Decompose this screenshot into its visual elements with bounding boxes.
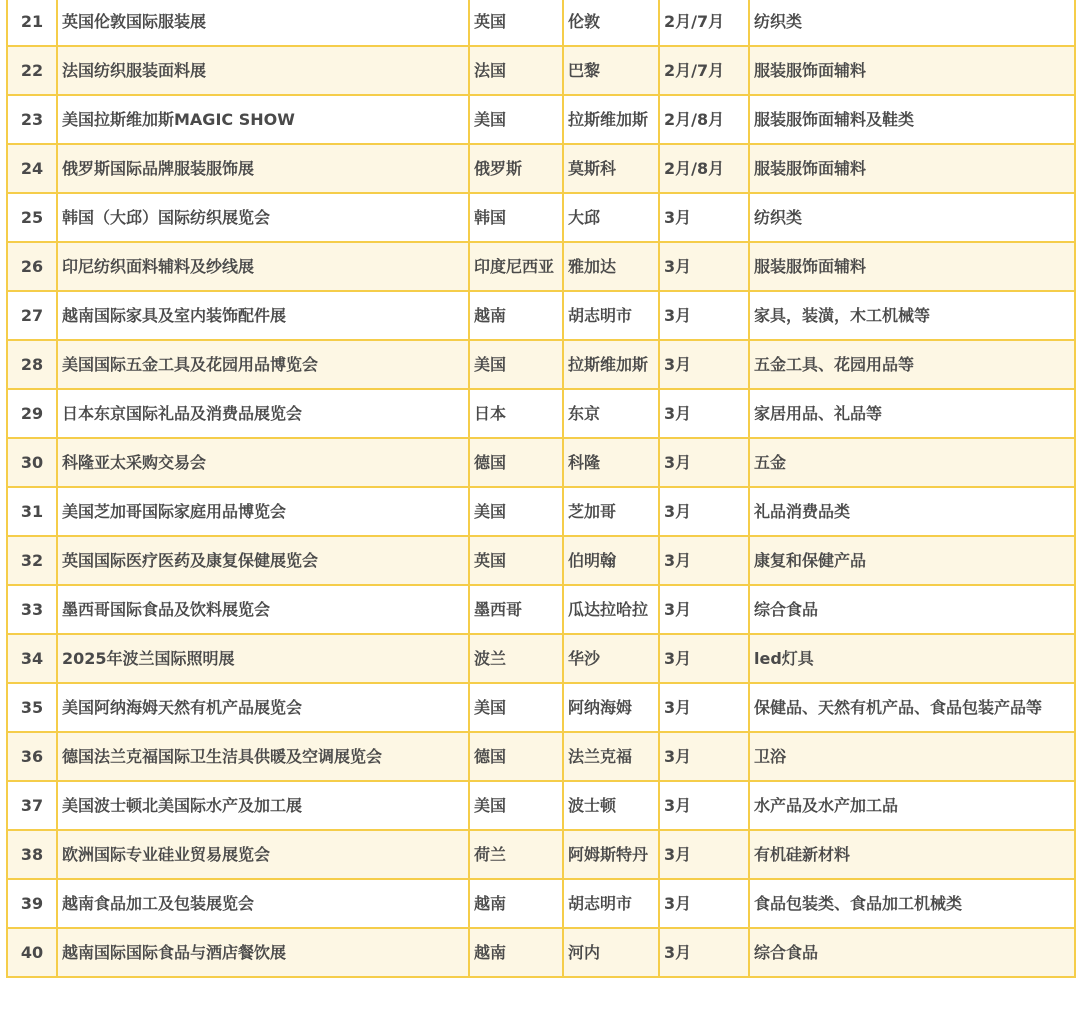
exhibition-name-cell: 美国芝加哥国际家庭用品博览会 xyxy=(57,487,469,536)
exhibition-name-cell: 德国法兰克福国际卫生洁具供暖及空调展览会 xyxy=(57,732,469,781)
exhibition-name-cell: 欧洲国际专业硅业贸易展览会 xyxy=(57,830,469,879)
date-cell: 2月/8月 xyxy=(659,95,749,144)
date-cell: 3月 xyxy=(659,781,749,830)
category-cell: 有机硅新材料 xyxy=(749,830,1075,879)
table-row xyxy=(7,928,1075,977)
row-number-cell: 27 xyxy=(7,291,57,340)
city-cell: 伦敦 xyxy=(563,0,659,46)
row-number-cell: 34 xyxy=(7,634,57,683)
category-cell: 食品包装类、食品加工机械类 xyxy=(749,879,1075,928)
category-cell: 水产品及水产加工品 xyxy=(749,781,1075,830)
category-cell: 卫浴 xyxy=(749,732,1075,781)
exhibition-name-cell: 英国伦敦国际服装展 xyxy=(57,0,469,46)
table-row xyxy=(7,683,1075,732)
table-row xyxy=(7,95,1075,144)
city-cell: 胡志明市 xyxy=(563,291,659,340)
row-number-cell: 28 xyxy=(7,340,57,389)
table-row xyxy=(7,634,1075,683)
country-cell: 越南 xyxy=(469,879,563,928)
city-cell: 雅加达 xyxy=(563,242,659,291)
city-cell: 华沙 xyxy=(563,634,659,683)
country-cell: 美国 xyxy=(469,95,563,144)
category-cell: 服装服饰面辅料 xyxy=(749,144,1075,193)
exhibition-name-cell: 英国国际医疗医药及康复保健展览会 xyxy=(57,536,469,585)
date-cell: 3月 xyxy=(659,683,749,732)
category-cell: 服装服饰面辅料 xyxy=(749,242,1075,291)
exhibition-name-cell: 越南国际国际食品与酒店餐饮展 xyxy=(57,928,469,977)
city-cell: 瓜达拉哈拉 xyxy=(563,585,659,634)
country-cell: 波兰 xyxy=(469,634,563,683)
exhibition-name-cell: 2025年波兰国际照明展 xyxy=(57,634,469,683)
table-body xyxy=(7,0,1075,977)
category-cell: 五金 xyxy=(749,438,1075,487)
exhibition-name-cell: 俄罗斯国际品牌服装服饰展 xyxy=(57,144,469,193)
city-cell: 大邱 xyxy=(563,193,659,242)
category-cell: 礼品消费品类 xyxy=(749,487,1075,536)
country-cell: 德国 xyxy=(469,438,563,487)
table-row xyxy=(7,781,1075,830)
country-cell: 荷兰 xyxy=(469,830,563,879)
exhibition-name-cell: 韩国（大邱）国际纺织展览会 xyxy=(57,193,469,242)
city-cell: 拉斯维加斯 xyxy=(563,340,659,389)
city-cell: 巴黎 xyxy=(563,46,659,95)
date-cell: 3月 xyxy=(659,389,749,438)
category-cell: 康复和保健产品 xyxy=(749,536,1075,585)
table-row xyxy=(7,879,1075,928)
country-cell: 俄罗斯 xyxy=(469,144,563,193)
country-cell: 墨西哥 xyxy=(469,585,563,634)
country-cell: 美国 xyxy=(469,781,563,830)
exhibition-name-cell: 美国阿纳海姆天然有机产品展览会 xyxy=(57,683,469,732)
date-cell: 3月 xyxy=(659,634,749,683)
date-cell: 3月 xyxy=(659,928,749,977)
category-cell: 家居用品、礼品等 xyxy=(749,389,1075,438)
row-number-cell: 33 xyxy=(7,585,57,634)
category-cell: 综合食品 xyxy=(749,585,1075,634)
city-cell: 波士顿 xyxy=(563,781,659,830)
table-row xyxy=(7,46,1075,95)
date-cell: 3月 xyxy=(659,585,749,634)
row-number-cell: 22 xyxy=(7,46,57,95)
date-cell: 3月 xyxy=(659,193,749,242)
row-number-cell: 40 xyxy=(7,928,57,977)
city-cell: 芝加哥 xyxy=(563,487,659,536)
city-cell: 法兰克福 xyxy=(563,732,659,781)
country-cell: 法国 xyxy=(469,46,563,95)
country-cell: 英国 xyxy=(469,0,563,46)
city-cell: 东京 xyxy=(563,389,659,438)
city-cell: 河内 xyxy=(563,928,659,977)
exhibition-name-cell: 美国国际五金工具及花园用品博览会 xyxy=(57,340,469,389)
date-cell: 3月 xyxy=(659,487,749,536)
date-cell: 3月 xyxy=(659,340,749,389)
row-number-cell: 23 xyxy=(7,95,57,144)
exhibition-name-cell: 美国波士顿北美国际水产及加工展 xyxy=(57,781,469,830)
city-cell: 拉斯维加斯 xyxy=(563,95,659,144)
city-cell: 科隆 xyxy=(563,438,659,487)
category-cell: 家具，装潢，木工机械等 xyxy=(749,291,1075,340)
country-cell: 美国 xyxy=(469,487,563,536)
row-number-cell: 21 xyxy=(7,0,57,46)
row-number-cell: 29 xyxy=(7,389,57,438)
row-number-cell: 25 xyxy=(7,193,57,242)
table-row xyxy=(7,732,1075,781)
country-cell: 韩国 xyxy=(469,193,563,242)
exhibition-name-cell: 美国拉斯维加斯MAGIC SHOW xyxy=(57,95,469,144)
table-row xyxy=(7,242,1075,291)
date-cell: 3月 xyxy=(659,536,749,585)
date-cell: 3月 xyxy=(659,879,749,928)
exhibition-name-cell: 科隆亚太采购交易会 xyxy=(57,438,469,487)
row-number-cell: 31 xyxy=(7,487,57,536)
category-cell: 保健品、天然有机产品、食品包装产品等 xyxy=(749,683,1075,732)
country-cell: 美国 xyxy=(469,340,563,389)
table-row xyxy=(7,193,1075,242)
country-cell: 德国 xyxy=(469,732,563,781)
row-number-cell: 38 xyxy=(7,830,57,879)
row-number-cell: 26 xyxy=(7,242,57,291)
table-row xyxy=(7,340,1075,389)
city-cell: 胡志明市 xyxy=(563,879,659,928)
exhibition-name-cell: 墨西哥国际食品及饮料展览会 xyxy=(57,585,469,634)
category-cell: 服装服饰面辅料 xyxy=(749,46,1075,95)
date-cell: 2月/8月 xyxy=(659,144,749,193)
table-row xyxy=(7,389,1075,438)
date-cell: 3月 xyxy=(659,830,749,879)
country-cell: 英国 xyxy=(469,536,563,585)
date-cell: 3月 xyxy=(659,242,749,291)
category-cell: 五金工具、花园用品等 xyxy=(749,340,1075,389)
exhibition-name-cell: 印尼纺织面料辅料及纱线展 xyxy=(57,242,469,291)
country-cell: 越南 xyxy=(469,291,563,340)
row-number-cell: 37 xyxy=(7,781,57,830)
table-row xyxy=(7,585,1075,634)
date-cell: 3月 xyxy=(659,732,749,781)
country-cell: 越南 xyxy=(469,928,563,977)
row-number-cell: 39 xyxy=(7,879,57,928)
category-cell: 纺织类 xyxy=(749,0,1075,46)
row-number-cell: 35 xyxy=(7,683,57,732)
date-cell: 3月 xyxy=(659,291,749,340)
city-cell: 莫斯科 xyxy=(563,144,659,193)
exhibition-name-cell: 越南食品加工及包装展览会 xyxy=(57,879,469,928)
date-cell: 2月/7月 xyxy=(659,46,749,95)
date-cell: 3月 xyxy=(659,438,749,487)
row-number-cell: 32 xyxy=(7,536,57,585)
table-row xyxy=(7,830,1075,879)
city-cell: 阿纳海姆 xyxy=(563,683,659,732)
exhibition-table xyxy=(6,0,1076,978)
table-row xyxy=(7,0,1075,46)
exhibition-name-cell: 日本东京国际礼品及消费品展览会 xyxy=(57,389,469,438)
row-number-cell: 24 xyxy=(7,144,57,193)
city-cell: 阿姆斯特丹 xyxy=(563,830,659,879)
country-cell: 日本 xyxy=(469,389,563,438)
country-cell: 印度尼西亚 xyxy=(469,242,563,291)
table-row xyxy=(7,291,1075,340)
table-row xyxy=(7,438,1075,487)
exhibition-name-cell: 法国纺织服装面料展 xyxy=(57,46,469,95)
date-cell: 2月/7月 xyxy=(659,0,749,46)
table-row xyxy=(7,536,1075,585)
city-cell: 伯明翰 xyxy=(563,536,659,585)
category-cell: led灯具 xyxy=(749,634,1075,683)
category-cell: 纺织类 xyxy=(749,193,1075,242)
country-cell: 美国 xyxy=(469,683,563,732)
exhibition-name-cell: 越南国际家具及室内装饰配件展 xyxy=(57,291,469,340)
row-number-cell: 36 xyxy=(7,732,57,781)
category-cell: 综合食品 xyxy=(749,928,1075,977)
row-number-cell: 30 xyxy=(7,438,57,487)
category-cell: 服装服饰面辅料及鞋类 xyxy=(749,95,1075,144)
table-row xyxy=(7,144,1075,193)
table-row xyxy=(7,487,1075,536)
